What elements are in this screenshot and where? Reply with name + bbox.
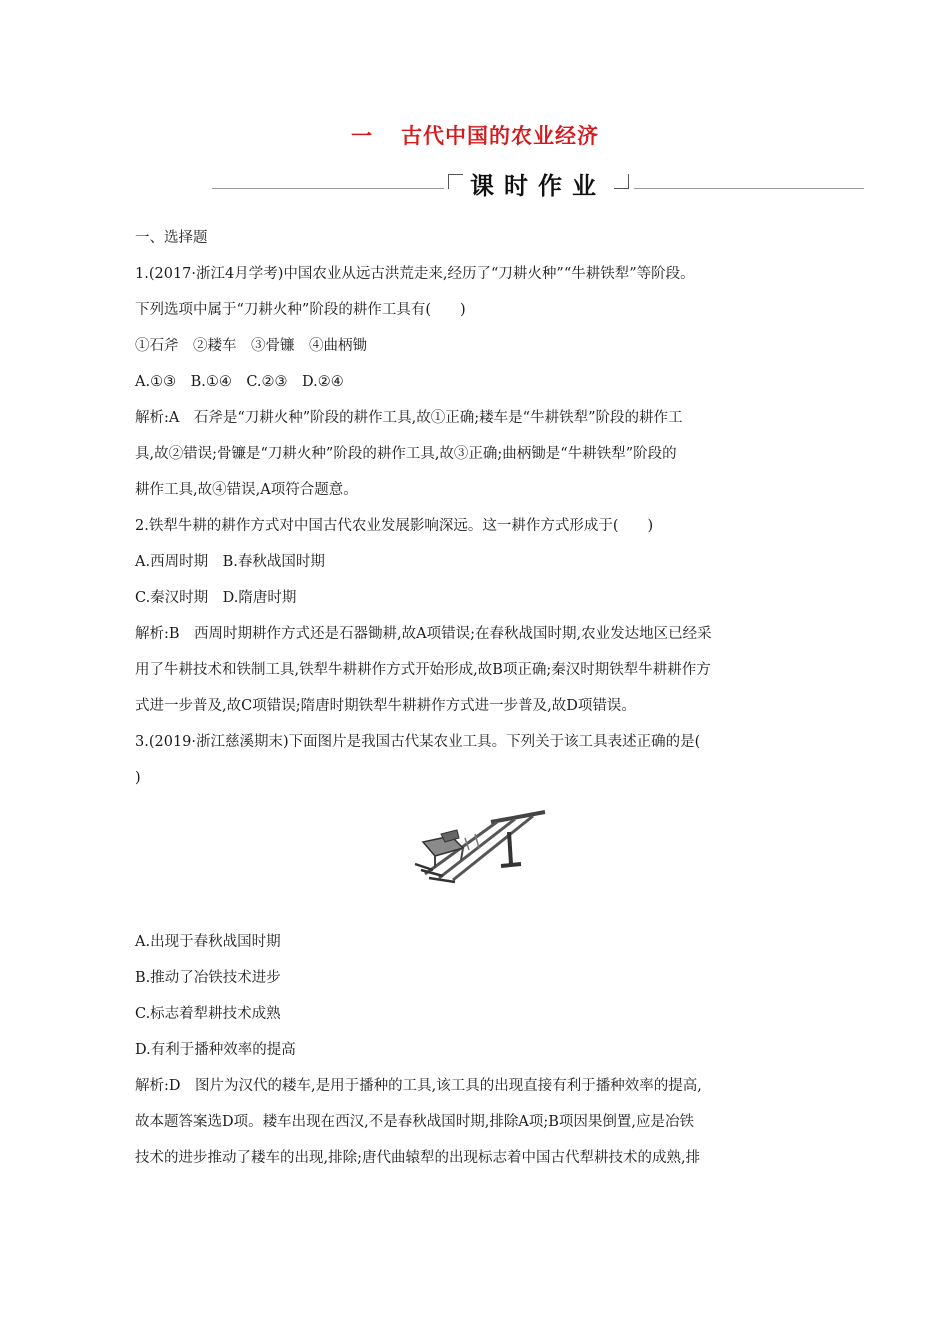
q1-stem-line2: 下列选项中属于“刀耕火种”阶段的耕作工具有( ) (135, 302, 466, 318)
section-heading: 一、选择题 (135, 230, 208, 246)
title-number: 一 (351, 124, 373, 148)
page-title (0, 120, 950, 150)
q1-options: A.①③ B.①④ C.②③ D.②④ (135, 374, 344, 390)
q2-analysis-line3: 式进一步普及,故C项错误;隋唐时期铁犁牛耕耕作方式进一步普及,故D项错误。 (135, 698, 636, 714)
q3-stem-line1: 3.(2019·浙江慈溪期末)下面图片是我国古代某农业工具。下列关于该工具表述正确的是( (135, 734, 701, 750)
q3-analysis-line2: 故本题答案选D项。耧车出现在西汉,不是春秋战国时期,排除A项;B项因果倒置,应是冶铁 (135, 1114, 694, 1130)
q2-stem: 2.铁犁牛耕的耕作方式对中国古代农业发展影响深远。这一耕作方式形成于( ) (135, 518, 654, 534)
q3-stem-line2: ) (135, 770, 141, 786)
q1-analysis-line3: 耕作工具,故④错误,A项符合题意。 (135, 482, 358, 498)
title-text: 古代中国的农业经济 (401, 124, 599, 148)
seed-drill-illustration (405, 808, 550, 888)
q1-analysis-line2: 具,故②错误;骨镰是“刀耕火种”阶段的耕作工具,故③正确;曲柄锄是“牛耕铁犁”阶段的 (135, 446, 677, 462)
q3-analysis-line3: 技术的进步推动了耧车的出现,排除;唐代曲辕犁的出现标志着中国古代犁耕技术的成熟,排 (135, 1150, 701, 1166)
seed-drill-figure (135, 796, 825, 924)
q2-analysis-line2: 用了牛耕技术和铁制工具,铁犁牛耕耕作方式开始形成,故B项正确;秦汉时期铁犁牛耕耕作方 (135, 662, 711, 678)
section-banner (212, 168, 864, 198)
q3-analysis-line1: 解析:D 图片为汉代的耧车,是用于播种的工具,该工具的出现直接有利于播种效率的提高, (135, 1078, 702, 1094)
q2-options-ab: A.西周时期 B.春秋战国时期 (135, 554, 325, 570)
q3-option-b: B.推动了冶铁技术进步 (135, 970, 281, 986)
q1-items: ①石斧 ②耧车 ③骨镰 ④曲柄锄 (135, 338, 367, 354)
q1-stem-line1: 1.(2017·浙江4月学考)中国农业从远古洪荒走来,经历了“刀耕火种”“牛耕铁犁”等阶段。 (135, 266, 695, 282)
document-body (135, 220, 825, 1176)
q3-option-c: C.标志着犁耕技术成熟 (135, 1006, 281, 1022)
banner-label: 课时作业 (470, 172, 606, 200)
q3-option-d: D.有利于播种效率的提高 (135, 1042, 296, 1058)
q2-analysis-line1: 解析:B 西周时期耕作方式还是石器锄耕,故A项错误;在春秋战国时期,农业发达地区已经采 (135, 626, 712, 642)
q1-analysis-line1: 解析:A 石斧是“刀耕火种”阶段的耕作工具,故①正确;耧车是“牛耕铁犁”阶段的耕作工 (135, 410, 683, 426)
q3-option-a: A.出现于春秋战国时期 (135, 934, 281, 950)
q2-options-cd: C.秦汉时期 D.隋唐时期 (135, 590, 297, 606)
